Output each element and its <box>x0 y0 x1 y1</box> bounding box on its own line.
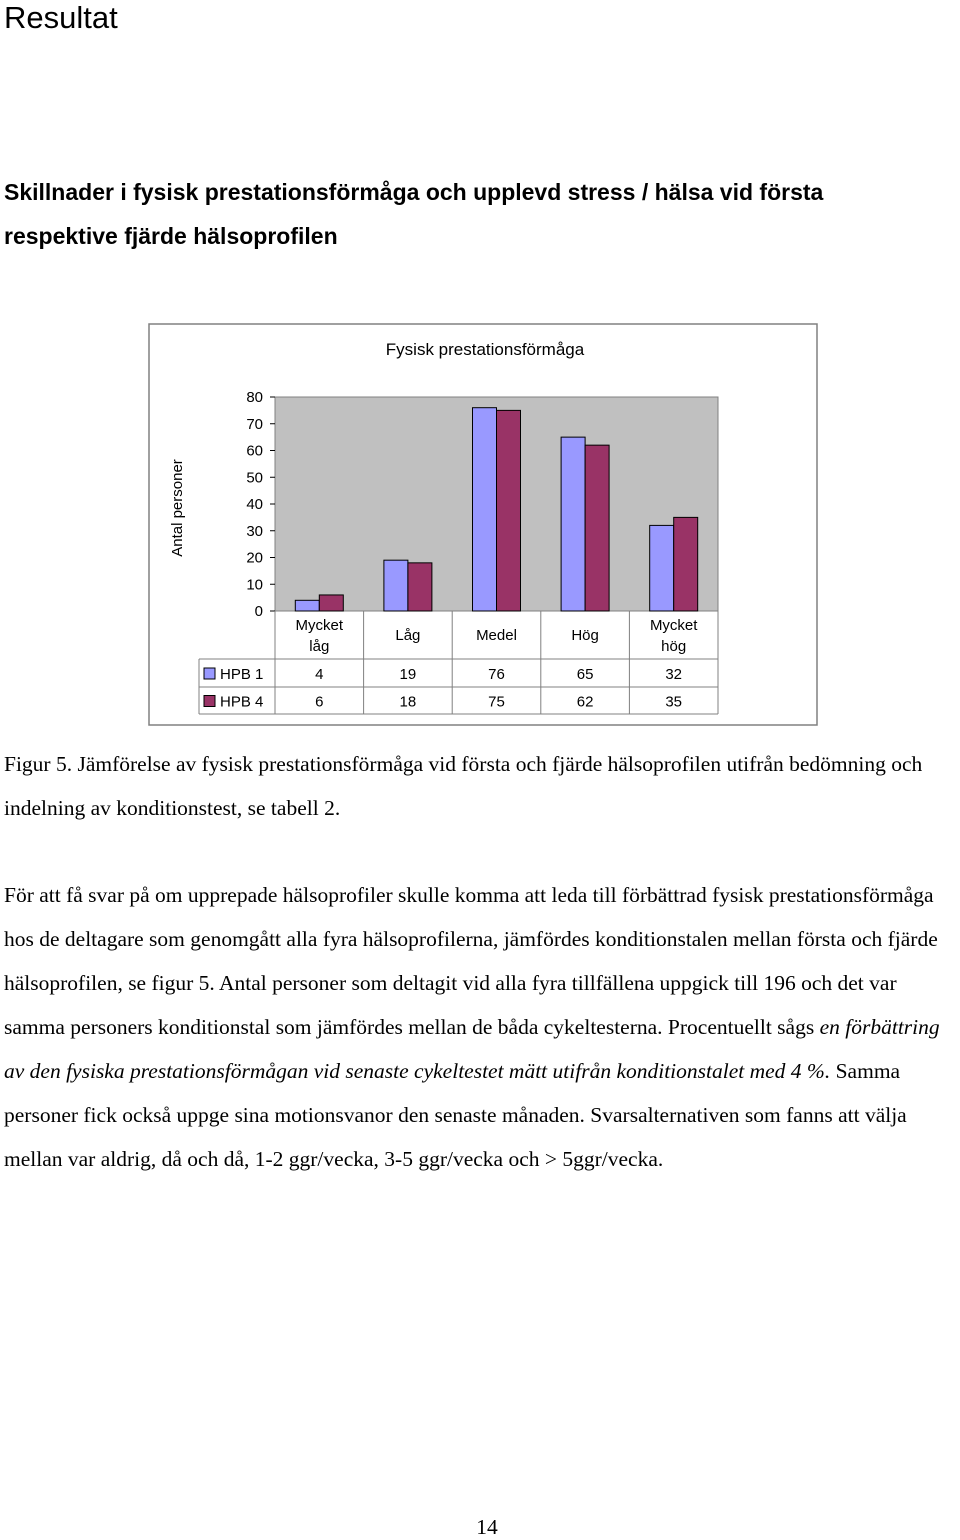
data-label: 18 <box>399 693 417 711</box>
data-label: 32 <box>665 666 683 683</box>
bar-hpb-4 <box>674 517 698 611</box>
y-tick-label: 80 <box>246 389 263 406</box>
data-label: 62 <box>576 693 594 711</box>
bar-hpb-4 <box>585 445 609 611</box>
y-tick-label: 40 <box>246 496 263 513</box>
page-number: 14 <box>476 1515 498 1539</box>
chart-title: Fysisk prestationsförmåga <box>385 340 585 359</box>
body-text-italic: en förbättring av den fysiska prestationsförmågan vid senaste cykeltestet mätt utifrån konditionstalet med 4 %. <box>4 1015 940 1083</box>
data-label: 35 <box>665 693 683 711</box>
legend-label: HPB 4 <box>220 693 264 711</box>
y-tick-label: 30 <box>246 522 263 540</box>
y-tick-label: 50 <box>246 469 263 487</box>
data-label: 65 <box>576 666 594 683</box>
bar-hpb-4 <box>319 595 343 611</box>
y-tick-label: 20 <box>246 549 263 567</box>
y-tick-label: 70 <box>246 415 263 433</box>
y-tick-label: 10 <box>246 576 263 594</box>
category-label: Låg <box>395 627 421 644</box>
data-label: 19 <box>399 666 417 683</box>
y-tick-label: 60 <box>246 442 263 460</box>
bar-hpb-1 <box>473 408 497 611</box>
legend-label: HPB 1 <box>220 666 264 683</box>
figure-caption: Figur 5. Jämförelse av fysisk prestationsförmåga vid första och fjärde hälsoprofilen utifrån bedömning och indelning av konditionstest, se tabell 2. <box>4 752 923 820</box>
bar-hpb-1 <box>384 560 408 611</box>
body-paragraph <box>4 873 960 1181</box>
y-tick-label: 0 <box>254 603 263 620</box>
category-label: Medel <box>476 627 517 644</box>
category-label: låg <box>309 638 330 655</box>
data-label: 76 <box>488 666 505 683</box>
data-label: 75 <box>488 693 505 711</box>
bar-hpb-4 <box>497 410 521 611</box>
bar-hpb-1 <box>650 525 674 611</box>
category-label: hög <box>661 638 687 655</box>
category-label: Hög <box>571 627 599 644</box>
body-text-part-2: Samma personer fick också uppge sina motionsvanor den senaste månaden. Svarsalternativen som fanns att välja mellan var aldrig, då och då, 1-2 ggr/vecka, 3-5 ggr/vecka och > 5ggr/vecka. <box>4 1059 907 1171</box>
data-label: 6 <box>315 693 324 711</box>
category-label: Mycket <box>295 617 344 634</box>
y-axis-label: Antal personer <box>169 459 186 557</box>
body-text-part-1: För att få svar på om upprepade hälsoprofiler skulle komma att leda till förbättrad fysisk prestationsförmåga hos de deltagare som genomgått alla fyra hälsoprofilerna, jämfördes konditionstalen mellan första och fjärde hälsoprofilen, se figur 5. Antal personer som deltagit vid alla fyra tillfällena uppgick till 196 och det var samma personers konditionstal som jämfördes mellan de båda cykeltesterna. Procentuellt sågs <box>4 883 938 1039</box>
data-label: 4 <box>315 666 324 683</box>
bar-hpb-4 <box>408 563 432 611</box>
category-label: Mycket <box>649 617 698 634</box>
legend-swatch <box>204 668 215 679</box>
bar-chart <box>0 0 960 740</box>
section-subheading: Skillnader i fysisk prestationsförmåga och upplevd stress / hälsa vid första respektive fjärde hälsoprofilen <box>4 179 824 249</box>
legend-swatch <box>204 696 215 707</box>
bar-hpb-1 <box>561 437 585 611</box>
bar-hpb-1 <box>295 600 319 611</box>
page-heading: Resultat <box>4 0 118 35</box>
